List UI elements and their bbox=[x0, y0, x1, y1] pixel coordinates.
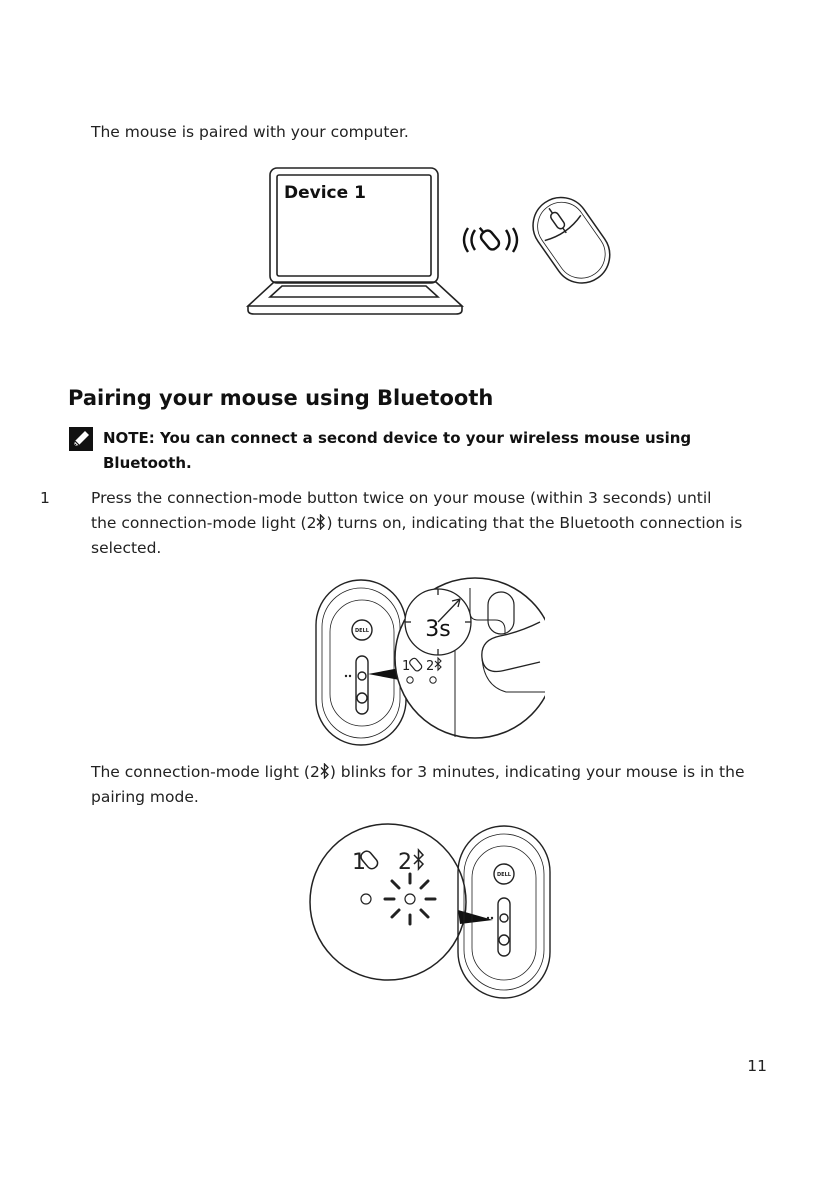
section-heading: Pairing your mouse using Bluetooth bbox=[68, 386, 494, 410]
step1-line-2: the connection-mode light (2 ) turns on, indicating that the Bluetooth connection is bbox=[91, 514, 743, 532]
blinking-led-illustration bbox=[308, 820, 558, 1000]
mode2-label-large: 2 bbox=[398, 850, 412, 875]
timer-label: 3s bbox=[425, 617, 451, 642]
pencil-note-icon bbox=[68, 426, 94, 452]
dell-logo-small: DELL bbox=[355, 628, 369, 634]
zoom-circle-led bbox=[310, 824, 466, 980]
step1-line-1: Press the connection-mode button twice on your mouse (within 3 seconds) until bbox=[91, 489, 712, 507]
step-number: 1 bbox=[40, 489, 50, 507]
mouse-icon bbox=[522, 187, 621, 294]
dongle-icon bbox=[475, 224, 501, 252]
paired-text: The mouse is paired with your computer. bbox=[91, 123, 409, 141]
wireless-connection-icon bbox=[464, 224, 517, 252]
mouse-underside-2 bbox=[458, 826, 550, 998]
mouse-underside bbox=[316, 580, 406, 745]
mode2-label: 2 bbox=[426, 659, 435, 674]
dell-logo-small-2: DELL bbox=[497, 872, 511, 878]
device-label: Device 1 bbox=[284, 183, 366, 203]
blink-line-2: pairing mode. bbox=[91, 788, 199, 806]
page-number: 11 bbox=[747, 1057, 767, 1075]
bluetooth-icon bbox=[320, 763, 330, 779]
blink-line-1: The connection-mode light (2 ) blinks for 3 minutes, indicating your mouse is in the bbox=[91, 763, 745, 781]
led-dots-small-2 bbox=[487, 917, 493, 919]
note-line-2: Bluetooth. bbox=[103, 454, 192, 472]
note-line-1: NOTE: You can connect a second device to your wireless mouse using bbox=[103, 429, 692, 447]
mode1-label-large: 1 bbox=[352, 850, 366, 875]
led-dots-small bbox=[345, 675, 351, 677]
mouse-bottom-timer-illustration bbox=[310, 570, 545, 750]
laptop-mouse-illustration bbox=[240, 160, 630, 325]
bluetooth-icon bbox=[316, 514, 326, 530]
step1-line-3: selected. bbox=[91, 539, 162, 557]
mode1-label: 1 bbox=[402, 659, 411, 674]
